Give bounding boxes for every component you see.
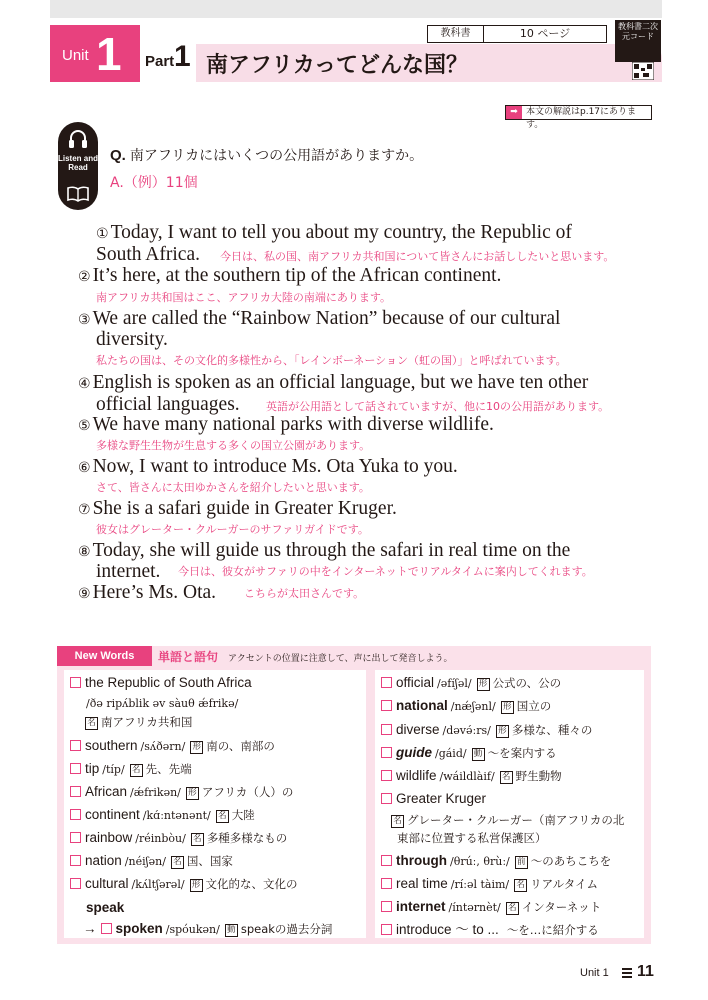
meaning: 文化的な、文化の [205,877,298,891]
meaning: グレーター・クルーガー（南アフリカの北 [407,813,625,827]
word: rainbow [85,830,133,845]
checkbox[interactable] [381,724,392,735]
word-entry-detail [397,829,547,847]
word-entry [70,806,255,825]
sentence-japanese: 彼女はグレーター・クルーガーのサファリガイドです。 [96,523,369,536]
sentence-english-line-2: internet. [96,561,161,582]
meaning: 多種多様なもの [206,831,288,845]
sentence-japanese: 多様な野生生物が生息する多くの国立公園があります。 [96,439,371,452]
part-of-speech: 動 [472,748,485,761]
sentence-english [78,541,570,562]
checkbox[interactable] [381,924,392,935]
word-entry [70,760,192,779]
meaning: 多様な、種々の [511,723,593,737]
new-words-badge: New Words [57,646,152,666]
new-words-title: 単語と語句 [158,650,219,664]
meaning: 国立の [516,699,552,713]
meaning: speakの過去分詞 [240,922,333,936]
footer-bars-icon [622,967,632,979]
pronunciation: /dəvə́ːrs/ [442,724,491,737]
word-entry [83,920,332,939]
sentence-english-line-2: diversity. [96,329,168,350]
question-mark: Q. [110,147,126,164]
sentence-japanese: さて、皆さんに太田ゆかさんを紹介したいと思います。 [96,481,370,494]
meaning: 東部に位置する私営保護区） [397,831,547,845]
checkbox[interactable] [70,878,81,889]
textbook-page-box [427,25,607,43]
unit-badge [50,25,140,82]
pronunciation: /ríːəl tàim/ [450,878,510,891]
word-entry [381,921,599,939]
sentence-english-line-1: Now, I want to introduce Ms. Ota Yuka to you. [92,456,458,477]
pronunciation: /ðə ripʌ́blik əv sàuθ ǽfrikə/ [86,697,239,710]
pronunciation: /θrúː, θrùː/ [449,855,510,868]
word: Greater Kruger [396,791,487,806]
word-entry [70,737,275,756]
book-icon [67,186,89,202]
page-number: 11 [637,963,654,980]
word: through [396,853,447,868]
sentence-english [78,266,501,287]
sentence-number: ② [78,269,91,285]
word-entry [70,783,293,802]
word: diverse [396,722,440,737]
word-entry [381,898,601,917]
checkbox[interactable] [70,832,81,843]
checkbox[interactable] [381,793,392,804]
word: official [396,675,435,690]
part-of-speech: 名 [85,717,98,730]
word: national [396,698,448,713]
word: internet [396,899,446,914]
headphones-icon [68,128,88,150]
meaning: ～を案内する [487,746,557,760]
word: wildlife [396,768,437,783]
unit-number: 1 [96,28,122,80]
meaning: 先、先端 [145,762,192,776]
part-of-speech: 名 [216,810,229,823]
sentence-english-line-1: Here’s Ms. Ota. [92,582,217,603]
meaning: ～を…に紹介する [506,923,599,937]
checkbox[interactable] [70,677,81,688]
word-entry [70,674,252,692]
sentence-japanese: 英語が公用語として話されていますが、他に10の公用語があります。 [266,400,610,413]
pronunciation: /néiʃən/ [124,855,166,868]
part-of-speech: 名 [171,856,184,869]
pronunciation: /əfíʃəl/ [437,677,472,690]
top-strip [50,0,662,18]
part-of-speech: 形 [496,725,509,738]
sentence-english [96,223,572,244]
sentence-english [78,415,494,436]
checkbox[interactable] [381,677,392,688]
meaning: ～のあちこちを [530,854,612,868]
sentence-japanese: こちらが太田さんです。 [244,587,365,600]
meaning: 国、国家 [186,854,233,868]
sentence-english [78,583,216,604]
part-of-speech: 名 [130,764,143,777]
word-entry [381,767,562,786]
part-of-speech: 形 [190,879,203,892]
word-entry: speak [86,900,125,915]
sentence-japanese: 今日は、私の国、南アフリカ共和国について皆さんにお話ししたいと思います。 [220,250,615,263]
part-of-speech: 名 [500,771,513,784]
textbook-page: 10 ページ [519,27,571,40]
part-of-speech: 動 [225,924,238,937]
word-entry [381,697,551,716]
checkbox[interactable] [70,786,81,797]
word-entry [381,721,592,740]
word-entry [381,790,486,808]
checkbox[interactable] [381,700,392,711]
sentence-english-line-1: Today, I want to tell you about my country, the Republic of [110,222,572,243]
pronunciation: /wáildlàif/ [439,770,495,783]
sentence-english [78,373,588,394]
word: spoken [115,921,163,936]
pronunciation: /típ/ [102,763,125,776]
checkbox[interactable] [381,855,392,866]
page-title: 南アフリカってどんな国？ [206,53,469,78]
sentence-english-line-1: She is a safari guide in Greater Kruger. [92,498,397,519]
footer-unit: Unit 1 [580,967,609,979]
pronunciation: /réinbòu/ [135,832,186,845]
part-of-speech: 形 [501,701,514,714]
meaning: アフリカ（人）の [201,785,294,799]
word: the Republic of South Africa [85,675,252,690]
textbook-label: 教科書 [428,26,484,42]
part-of-speech: 形 [186,787,199,800]
reference-text: 本文の解説はp.17にあります。 [526,107,637,130]
sentence-english-line-1: It’s here, at the southern tip of the African continent. [92,265,502,286]
meaning: インターネット [521,900,602,914]
sentence-number: ⑥ [78,460,91,476]
pronunciation: /sʌ́ðərn/ [140,740,186,753]
word: southern [85,738,138,753]
arrow-icon: → [83,921,97,936]
meaning: リアルタイム [530,877,598,891]
sentence-english [78,457,458,478]
pronunciation: /nǽʃənl/ [450,700,496,713]
word-entry [70,875,298,894]
sentence-number: ③ [78,312,91,328]
word: continent [85,807,140,822]
unit-label: Unit [62,47,89,64]
sentence-japanese: 私たちの国は、その文化的多様性から、「レインボーネーション（虹の国）」と呼ばれています。 [96,354,567,367]
part-label: Part [145,53,175,70]
question-text: 南アフリカにはいくつの公用語がありますか。 [129,148,424,164]
sentence-english-line-1: We are called the “Rainbow Nation” because of our cultural [92,308,561,329]
part-of-speech: 名 [191,833,204,846]
word: nation [85,853,122,868]
sentence-number: ⑦ [78,502,91,518]
meaning: 南の、南部の [206,739,275,753]
sentence-japanese: 南アフリカ共和国はここ、アフリカ大陸の南端にあります。 [96,291,392,304]
listen-read-label: Listen and Read [58,154,99,172]
sentence-english-line-2: official languages. [96,394,240,415]
word-entry-detail [80,713,192,731]
part-of-speech: 形 [477,678,490,691]
pronunciation: /gáid/ [435,747,467,760]
pronunciation: /íntərnèt/ [448,901,501,914]
word: guide [396,745,432,760]
answer: A.（例）11個 [110,175,198,191]
word: introduce ～ to ... [396,922,499,937]
meaning: 大陸 [231,808,255,822]
sentence-english-line-1: English is spoken as an official language, but we have ten other [92,372,589,393]
sentence-japanese: 今日は、彼女がサファリの中をインターネットでリアルタイムに案内してくれます。 [178,565,593,578]
checkbox[interactable] [70,809,81,820]
meaning: 公式の、公の [492,676,562,690]
word-entry [381,875,598,894]
sentence-number: ⑨ [78,586,91,602]
sentence-english-line-1: Today, she will guide us through the safari in real time on the [92,540,571,561]
sentence-english-line-1: We have many national parks with diverse wildlife. [92,414,494,435]
word-entry [381,744,557,763]
part-of-speech: 名 [514,879,527,892]
sentence-number: ⑧ [78,544,91,560]
part-of-speech: 名 [391,815,404,828]
pronunciation: /spóukən/ [165,923,220,936]
sentence-english [78,499,397,520]
meaning: 南アフリカ共和国 [101,715,193,729]
part-of-speech: 名 [506,902,519,915]
checkbox[interactable] [381,747,392,758]
meaning: 野生動物 [515,769,562,783]
word-entry [70,852,233,871]
pronunciation: /ǽfrikən/ [130,786,181,799]
sentence-number: ① [96,226,109,242]
title-band [196,44,662,82]
new-words-note: アクセントの位置に注意して、声に出して発音しよう。 [228,654,453,664]
sentence-english [78,309,560,330]
checkbox[interactable] [381,878,392,889]
word: real time [396,876,448,891]
checkbox[interactable] [381,770,392,781]
sentence-english-line-2: South Africa. [96,244,200,265]
listen-read-badge [58,122,98,210]
sentence-number: ⑤ [78,418,91,434]
part-number: 1 [174,40,191,73]
checkbox[interactable] [101,923,112,934]
word: tip [85,761,100,776]
checkbox[interactable] [70,763,81,774]
word-entry-detail [391,811,624,829]
pronunciation: /kʌ́ltʃərəl/ [131,878,185,891]
arrow-right-icon: ➡ [506,106,522,119]
question [110,145,423,165]
word: African [85,784,128,799]
checkbox[interactable] [381,901,392,912]
word: cultural [85,876,129,891]
sentence-number: ④ [78,376,91,392]
qr-code-icon[interactable] [632,62,654,80]
word-entry [381,852,611,871]
reference-note[interactable] [505,105,652,130]
checkbox[interactable] [70,740,81,751]
pronunciation: /kɑ́ːntənənt/ [142,809,211,822]
checkbox[interactable] [70,855,81,866]
word-entry-detail [86,694,238,713]
word-entry [381,674,561,693]
part-of-speech: 形 [190,741,203,754]
textbook-code-label: 教科書二次元コード [615,20,661,62]
word-entry [70,829,287,848]
part-of-speech: 前 [515,856,528,869]
